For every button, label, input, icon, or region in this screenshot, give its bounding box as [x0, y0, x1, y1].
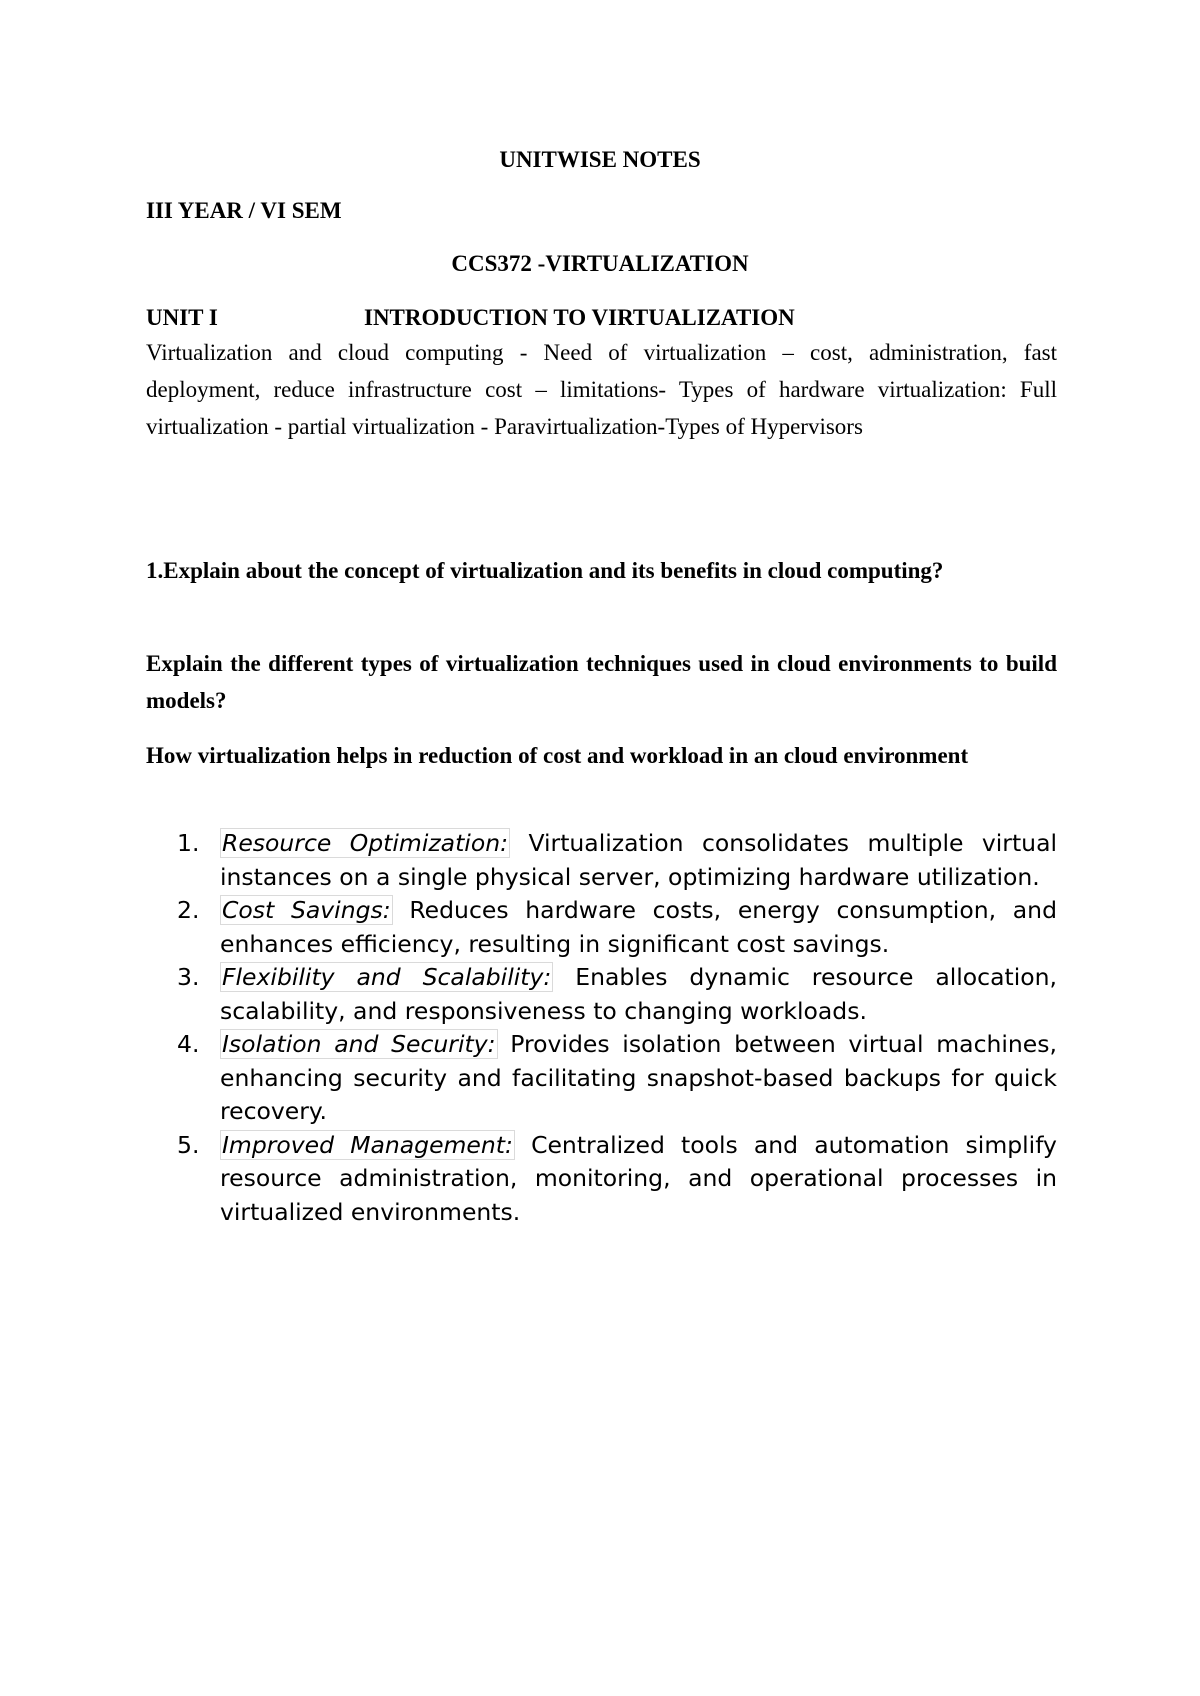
- benefit-term: Resource Optimization:: [222, 829, 509, 857]
- question-1: 1.Explain about the concept of virtualization and its benefits in cloud computing?: [146, 558, 944, 583]
- question-3: How virtualization helps in reduction of cost and workload in an cloud environment: [146, 743, 969, 768]
- unit-heading: [146, 305, 795, 331]
- benefit-text: Provides isolation between virtual machines, enhancing security and facilitating snapshot-based backups for quick recovery.: [220, 1030, 1057, 1125]
- benefit-term: Improved Management:: [222, 1130, 513, 1159]
- list-number: 5.: [177, 1130, 200, 1159]
- benefit-text: Reduces hardware costs, energy consumption, and enhances efficiency, resulting in significant cost savings.: [220, 896, 1057, 958]
- list-item: [170, 894, 1057, 961]
- benefits-list: [170, 827, 1057, 1229]
- list-item: [170, 961, 1057, 1028]
- list-item: [170, 1028, 1057, 1129]
- year-semester: III YEAR / VI SEM: [146, 198, 342, 223]
- benefit-text: Centralized tools and automation simplify resource administration, monitoring, and operational processes in virtualized environments.: [220, 1130, 1057, 1226]
- benefit-term: Flexibility and Scalability:: [222, 963, 552, 991]
- unit-title: INTRODUCTION TO VIRTUALIZATION: [364, 305, 795, 330]
- list-number: 1.: [177, 829, 200, 857]
- list-number: 4.: [177, 1030, 200, 1058]
- benefit-term: Isolation and Security:: [222, 1030, 496, 1058]
- question-2: Explain the different types of virtualization techniques used in cloud environments to build models?: [146, 651, 1057, 713]
- list-item: [170, 1129, 1057, 1230]
- unit-syllabus: Virtualization and cloud computing - Need of virtualization – cost, administration, fast deployment, reduce infrastructure cost – limitations- Types of hardware virtualization: Full virtualization - partial virtualization - Paravirtualization-Types of Hypervisors: [146, 340, 1057, 439]
- list-number: 3.: [177, 963, 200, 991]
- list-number: 2.: [177, 896, 200, 924]
- benefit-text: Virtualization consolidates multiple virtual instances on a single physical server, optimizing hardware utilization.: [220, 829, 1057, 891]
- benefit-term: Cost Savings:: [222, 896, 391, 924]
- list-item: [170, 827, 1057, 894]
- unit-number: UNIT I: [146, 305, 218, 330]
- benefit-text: Enables dynamic resource allocation, scalability, and responsiveness to changing workloads.: [220, 963, 1057, 1025]
- course-title: CCS372 -VIRTUALIZATION: [451, 251, 749, 276]
- document-title: UNITWISE NOTES: [499, 147, 701, 172]
